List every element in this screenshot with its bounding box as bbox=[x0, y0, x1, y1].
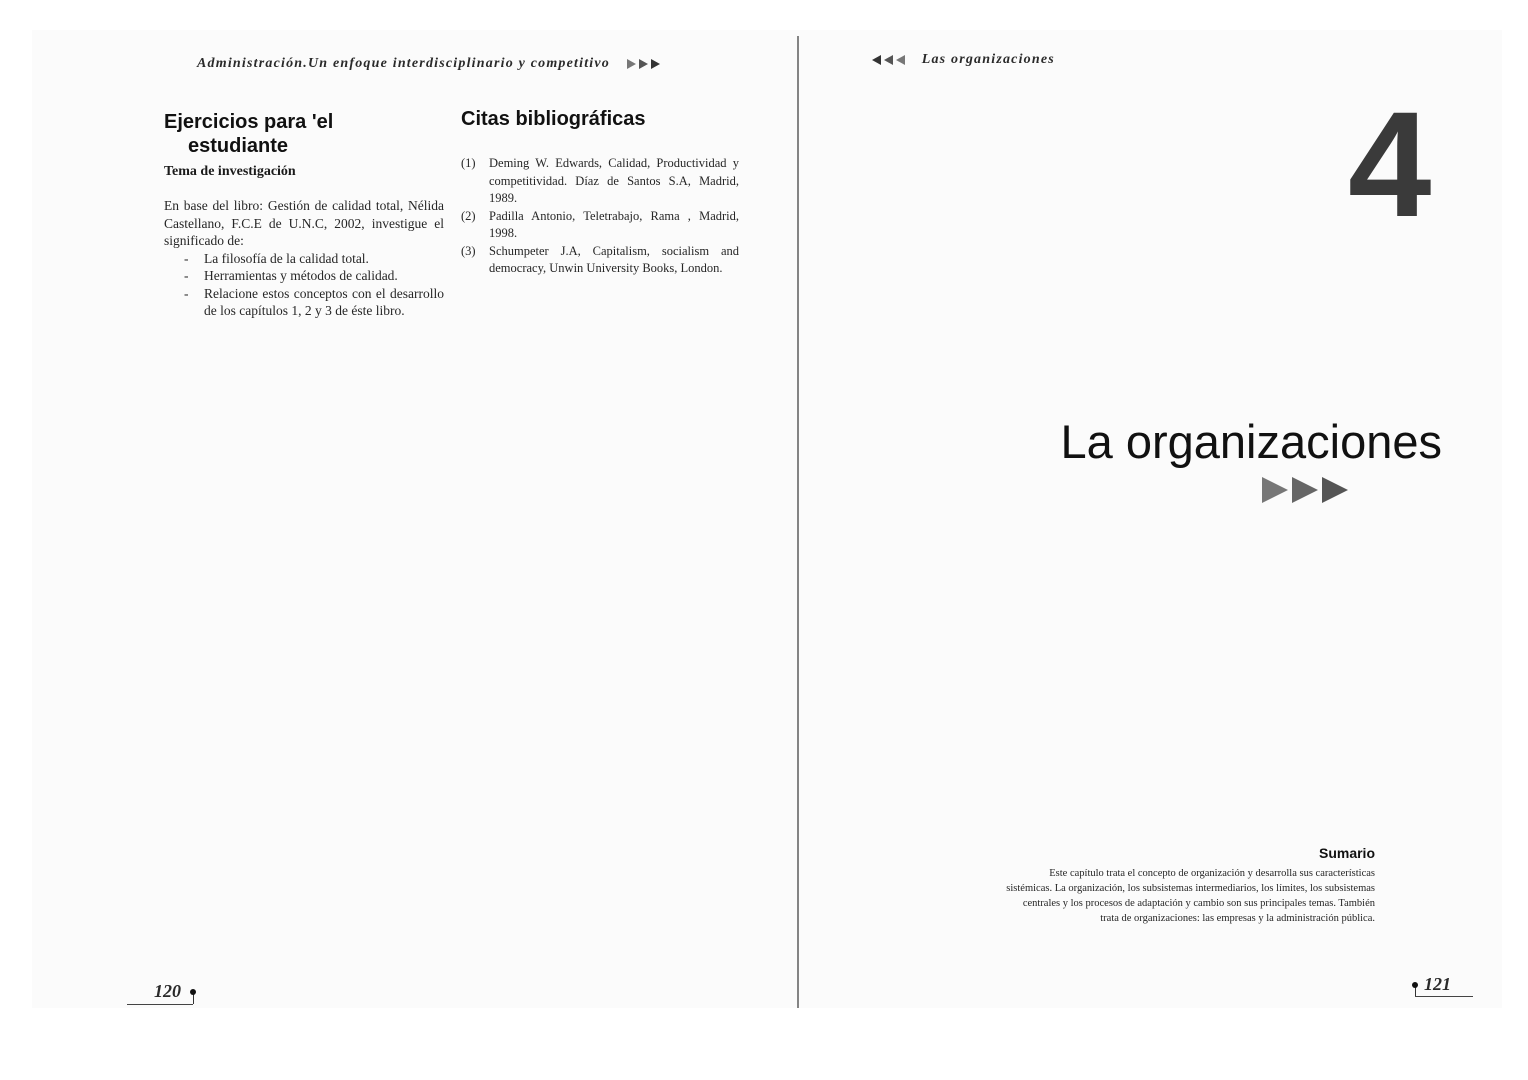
back-arrows-icon bbox=[872, 55, 905, 65]
right-running-head-text: Las organizaciones bbox=[921, 52, 1055, 67]
forward-arrows-icon bbox=[627, 59, 660, 69]
exercises-section bbox=[164, 110, 444, 320]
citations-list bbox=[461, 155, 739, 278]
exercises-list bbox=[164, 250, 444, 320]
citation-item: (2) Padilla Antonio, Teletrabajo, Rama , Madrid, 1998. bbox=[461, 208, 739, 240]
citation-item: (1) Deming W. Edwards, Calidad, Productividad y competitividad. Díaz de Santos S.A, Madrid, 1989. bbox=[461, 156, 739, 205]
right-page-number: 121 bbox=[1424, 974, 1451, 994]
page-number-rule bbox=[1415, 996, 1473, 997]
summary-heading: Sumario bbox=[1318, 845, 1375, 861]
chapter-title: La organizaciones bbox=[1060, 415, 1442, 468]
citations-section bbox=[461, 107, 739, 278]
left-running-head-text: Administración.Un enfoque interdisciplinario y competitivo bbox=[197, 56, 611, 71]
summary-text: Este capítulo trata el concepto de organización y desarrolla sus características sistémicas. La organización, los subsistemas intermediarios, los límites, los subsistemas centrales y los procesos de adaptación y cambio son sus principales temas. También trata de organizaciones: las empresas y la administración pública. bbox=[1006, 868, 1375, 924]
right-running-head bbox=[872, 52, 1055, 68]
summary-section bbox=[1005, 845, 1375, 926]
list-item: - La filosofía de la calidad total. bbox=[184, 250, 369, 266]
chapter-number: 4 bbox=[1348, 80, 1428, 248]
page-number-dot-icon bbox=[1412, 982, 1418, 988]
citation-item: (3) Schumpeter J.A, Capitalism, socialism and democracy, Unwin University Books, London. bbox=[461, 243, 739, 275]
list-item: - Relacione estos conceptos con el desarrollo de los capítulos 1, 2 y 3 de éste libro. bbox=[184, 285, 444, 318]
left-running-head bbox=[197, 56, 660, 72]
chapter-arrows-icon bbox=[1262, 477, 1348, 503]
citations-title: Citas bibliográficas bbox=[461, 108, 646, 130]
research-topic-heading: Tema de investigación bbox=[164, 164, 296, 179]
book-gutter bbox=[797, 36, 799, 1008]
exercises-intro: En base del libro: Gestión de calidad total, Nélida Castellano, F.C.E de U.N.C, 2002, investigue el significado de: bbox=[164, 198, 444, 248]
list-item: - Herramientas y métodos de calidad. bbox=[184, 268, 398, 283]
left-page-number: 120 bbox=[154, 981, 181, 1001]
page-number-rule bbox=[127, 1004, 193, 1005]
page-number-dot-icon bbox=[190, 989, 196, 995]
exercises-title: Ejercicios para 'el estudiante bbox=[164, 111, 334, 157]
